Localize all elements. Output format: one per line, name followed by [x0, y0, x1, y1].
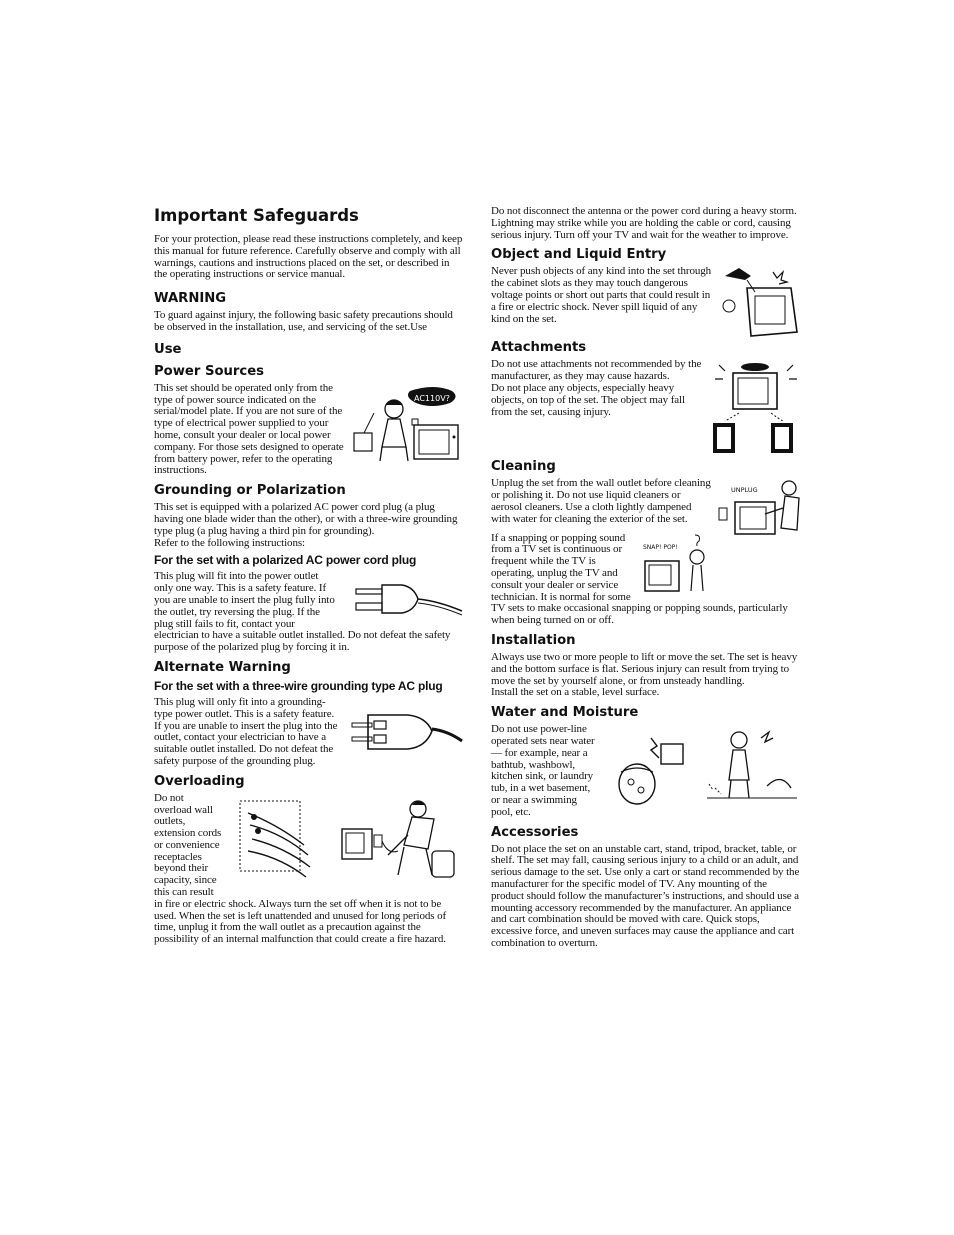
- grounding-text: This set is equipped with a polarized AC power cord plug (a plug having one blade wider than the other), or with a three-wire grounding type plug (a plug having a third pin for grounding).: [154, 501, 458, 537]
- overloading-heading: Overloading: [154, 773, 245, 789]
- attachments-heading: Attachments: [491, 340, 587, 356]
- object-on-tv-illustration: [709, 361, 801, 457]
- cleaning-text: Unplug the set from the wall outlet before cleaning or polishing it. Do not use liquid cleaners or aerosol cleaners. Use a cloth lightly dampened with water for cleaning the exterior of the set.: [491, 477, 711, 525]
- installation-text-2: Install the set on a stable, level surface.: [491, 686, 660, 699]
- cleaning-text-2: If a snapping or popping sound from a TV set is continuous or frequent while the TV is operating, unplug the TV and consult your dealer or service technician. It is normal for some TV sets to make occasional snapping or popping sounds, particularly when being turned on or off.: [491, 531, 788, 627]
- installation-heading: Installation: [491, 632, 576, 648]
- warning-text: To guard against injury, the following basic safety precautions should be observed in the installation, use, and servicing of the set.Use: [154, 309, 453, 333]
- cleaning-section: [491, 478, 801, 627]
- person-with-tv-illustration: [352, 385, 464, 463]
- polarized-section: [154, 571, 464, 654]
- accessories-heading: Accessories: [491, 824, 579, 840]
- left-column: [154, 206, 464, 949]
- snapping-tv-illustration: [641, 533, 711, 597]
- polarized-plug-illustration: [342, 575, 464, 623]
- water-heading: Water and Moisture: [491, 705, 639, 721]
- accessories-text: Do not place the set on an unstable cart, stand, tripod, bracket, table, or shelf. The set may fall, causing serious injury to a child or an adult, and serious damage to the set. Use only a cart or stand recommended by the manufacturer for the specific model of TV. Any mounting of the product should follow the manufacturer’s instructions, and should use a mounting accessory recommended by the manufacturer. An appliance and cart combination should be moved with care. Quick stops, excessive force, and uneven surfaces may cause the appliance and cart combination to overturn.: [491, 842, 800, 949]
- water-section: [491, 724, 801, 818]
- attachments-text-2: Do not place any objects, especially heavy objects, on top of the set. The object may fall from the set, causing injury.: [491, 381, 685, 418]
- power-sources-section: [154, 383, 464, 477]
- alternate-text: This plug will only fit into a grounding-type power outlet. This is a safety feature. If you are unable to insert the plug into the outlet, contact your electrician to have a suitable outlet installed. Do not defeat the safety purpose of the grounding plug.: [154, 695, 338, 767]
- installation-text: Always use two or more people to lift or move the set. The set is heavy and the bottom surface is flat. Serious injury can result from trying to move the set by yourself alone, or from unsteady handling.: [491, 650, 798, 687]
- object-liquid-section: [491, 266, 801, 325]
- alternate-warning-heading: Alternate Warning: [154, 659, 291, 675]
- water-hazard-illustration: [611, 728, 801, 812]
- speech-bubble-label: AC110V?: [414, 393, 450, 403]
- liquid-spill-illustration: [721, 268, 801, 338]
- polarized-text: This plug will fit into the power outlet only one way. This is a safety feature. If you are unable to insert the plug fully into the outlet, try reversing the plug. If the plug still fails to fit, contact your electrician to have a suitable outlet installed. Do not defeat the safety purpose of the polarized plug by forcing it in.: [154, 570, 451, 654]
- intro-text: For your protection, please read these instructions completely, and keep this manual for future reference. Carefully observe and comply with all warnings, cautions and instructions placed on the set, or described in the operating instructions or service manual.: [154, 233, 463, 281]
- object-liquid-text: Never push objects of any kind into the set through the cabinet slots as they may touch dangerous voltage points or short out parts that could result in a fire or electric shock. Never spill liquid of any kind on the set.: [491, 265, 712, 325]
- grounding-text-2: Refer to the following instructions:: [154, 536, 305, 549]
- power-sources-text: This set should be operated only from the type of power source indicated on the serial/model plate. If you are not sure of the type of electrical power supplied to your home, consult your dealer or local power company. For those sets designed to operate from battery power, refer to the operating instructions.: [154, 381, 344, 477]
- power-sources-heading: Power Sources: [154, 363, 265, 379]
- alternate-section: [154, 697, 464, 768]
- attachments-section: [491, 359, 801, 418]
- cleaning-heading: Cleaning: [491, 459, 556, 475]
- overloaded-outlet-illustration: [228, 795, 464, 887]
- right-column: [491, 206, 801, 953]
- storm-text: Do not disconnect the antenna or the power cord during a heavy storm. Lightning may strike while you are holding the cable or cord, causing serious injury. Turn off your TV and wait for the weather to improve.: [491, 205, 797, 241]
- overloading-text: Do not overload wall outlets, extension cords or convenience receptacles beyond their capacity, since this can result in fire or electric shock. Always turn the set off when it is not to be used. When the set is left unattended and unused for long periods of time, unplug it from the wall outlet as a precaution against the possibility of an internal malfunction that could create a fire hazard.: [154, 791, 447, 946]
- unplug-label: UNPLUG: [731, 486, 758, 495]
- warning-heading: WARNING: [154, 291, 227, 307]
- page-title: Important Safeguards: [154, 206, 359, 225]
- three-wire-subheading: For the set with a three-wire grounding type AC plug: [154, 678, 443, 693]
- overloading-section: [154, 793, 464, 946]
- object-liquid-heading: Object and Liquid Entry: [491, 247, 667, 263]
- use-heading: Use: [154, 341, 182, 357]
- snap-pop-label: SNAP! POP!: [643, 543, 678, 551]
- water-text: Do not use power-line operated sets near water — for example, near a bathtub, washbowl, kitchen sink, or laundry tub, in a wet basement, or near a swimming pool, etc.: [491, 723, 595, 818]
- polarized-heading: For the set with a polarized AC power cord plug: [154, 553, 417, 568]
- attachments-text: Do not use attachments not recommended by the manufacturer, as they may cause hazards.: [491, 358, 702, 383]
- grounding-heading: Grounding or Polarization: [154, 483, 346, 499]
- unplug-cleaning-illustration: [717, 478, 801, 540]
- grounding-plug-illustration: [348, 701, 464, 763]
